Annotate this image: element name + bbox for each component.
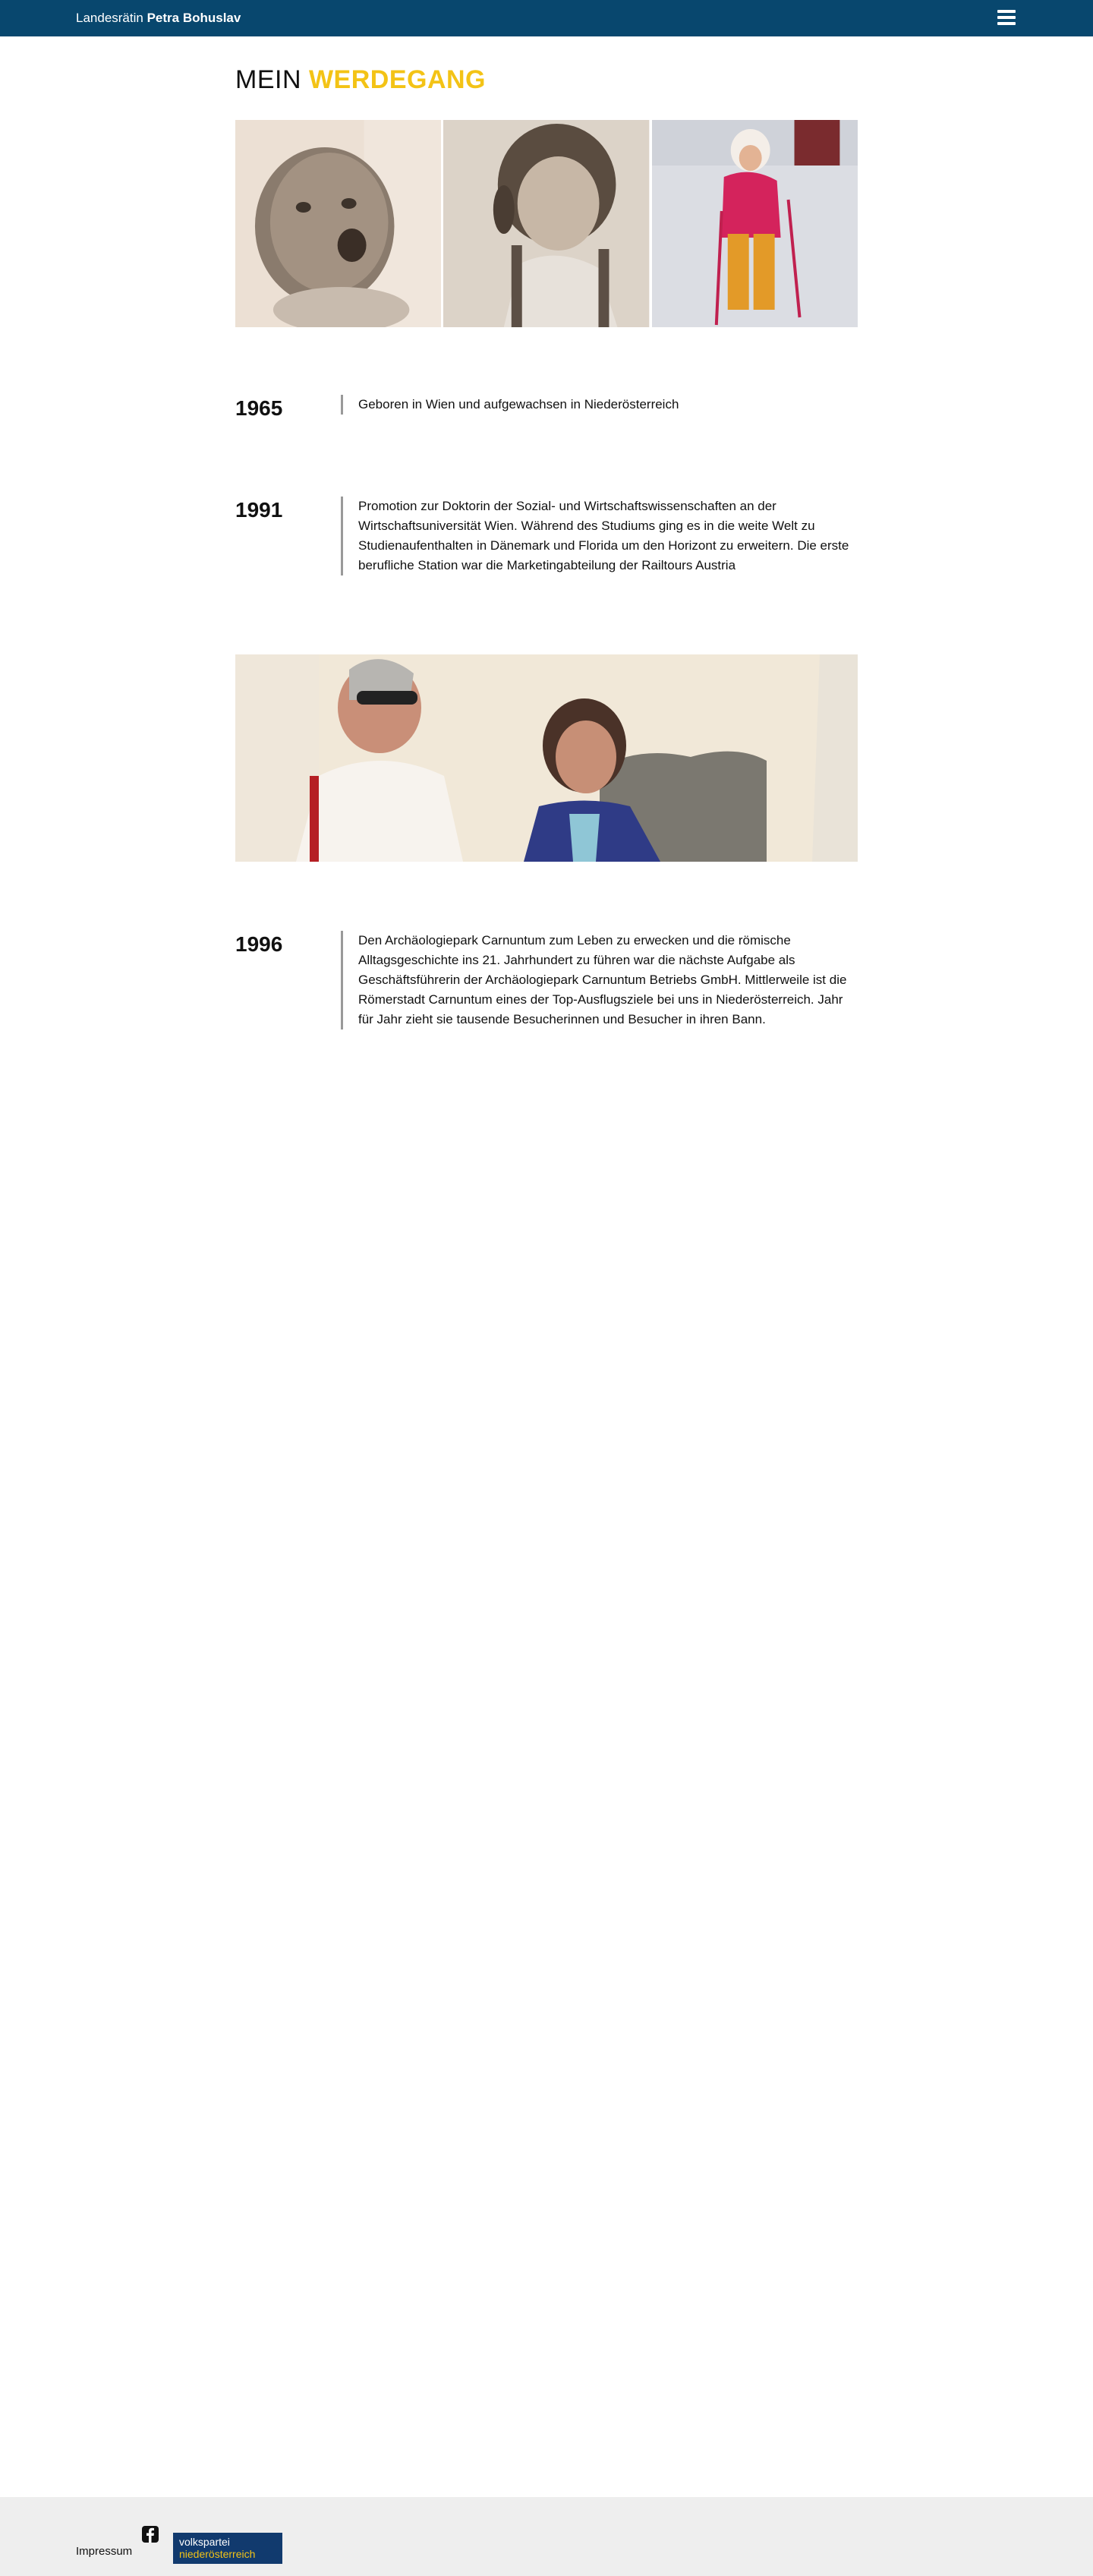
impressum-link[interactable]: Impressum: [76, 2545, 133, 2558]
timeline-year: 1965: [235, 396, 283, 420]
site-brand[interactable]: [76, 11, 241, 26]
carnuntum-photo: [235, 654, 858, 862]
page-title: [235, 65, 486, 95]
timeline-text: Promotion zur Doktorin der Sozial- und Wirtschaftswissenschaften an der Wirtschaftsuniversität Wien. Während des Studiums ging es in die weite Welt zu Studienaufenthalten in Dänemark und Florida um den Horizont zu erweitern. Die erste berufliche Station war die Marketingabteilung der Railtours Austria: [341, 497, 858, 575]
baby-portrait-photo: [235, 120, 441, 327]
timeline-text: Geboren in Wien und aufgewachsen in Niederösterreich: [341, 395, 858, 415]
childhood-photo-row: [235, 120, 858, 327]
page-title-highlight: WERDEGANG: [308, 65, 487, 94]
logo-line-2: niederösterreich: [179, 2548, 256, 2560]
hamburger-menu-icon[interactable]: [997, 10, 1016, 25]
party-logo[interactable]: [173, 2533, 282, 2564]
footer: [0, 2497, 1093, 2576]
timeline-text: Den Archäologiepark Carnuntum zum Leben zu erwecken und die römische Alltagsgeschichte ins 21. Jahrhundert zu führen war die nächste Aufgabe als Geschäftsführerin der Archäologiepark Carnuntum Betriebs GmbH. Mittlerweile ist die Römerstadt Carnuntum eines der Top-Ausflugsziele bei uns in Niederösterreich. Jahr für Jahr zieht sie tausende Besucherinnen und Besucher in ihren Bann.: [341, 931, 858, 1029]
girl-portrait-photo: [443, 120, 649, 327]
brand-prefix: Landesrätin: [76, 11, 143, 25]
top-bar: [0, 0, 1093, 36]
timeline-year: 1996: [235, 932, 283, 956]
logo-line-1: volkspartei: [179, 2536, 230, 2548]
brand-name: Petra Bohuslav: [146, 11, 241, 25]
timeline-year: 1991: [235, 498, 283, 522]
page-title-plain: MEIN: [235, 65, 301, 94]
girl-skiing-photo: [652, 120, 858, 327]
facebook-icon[interactable]: [141, 2525, 159, 2543]
